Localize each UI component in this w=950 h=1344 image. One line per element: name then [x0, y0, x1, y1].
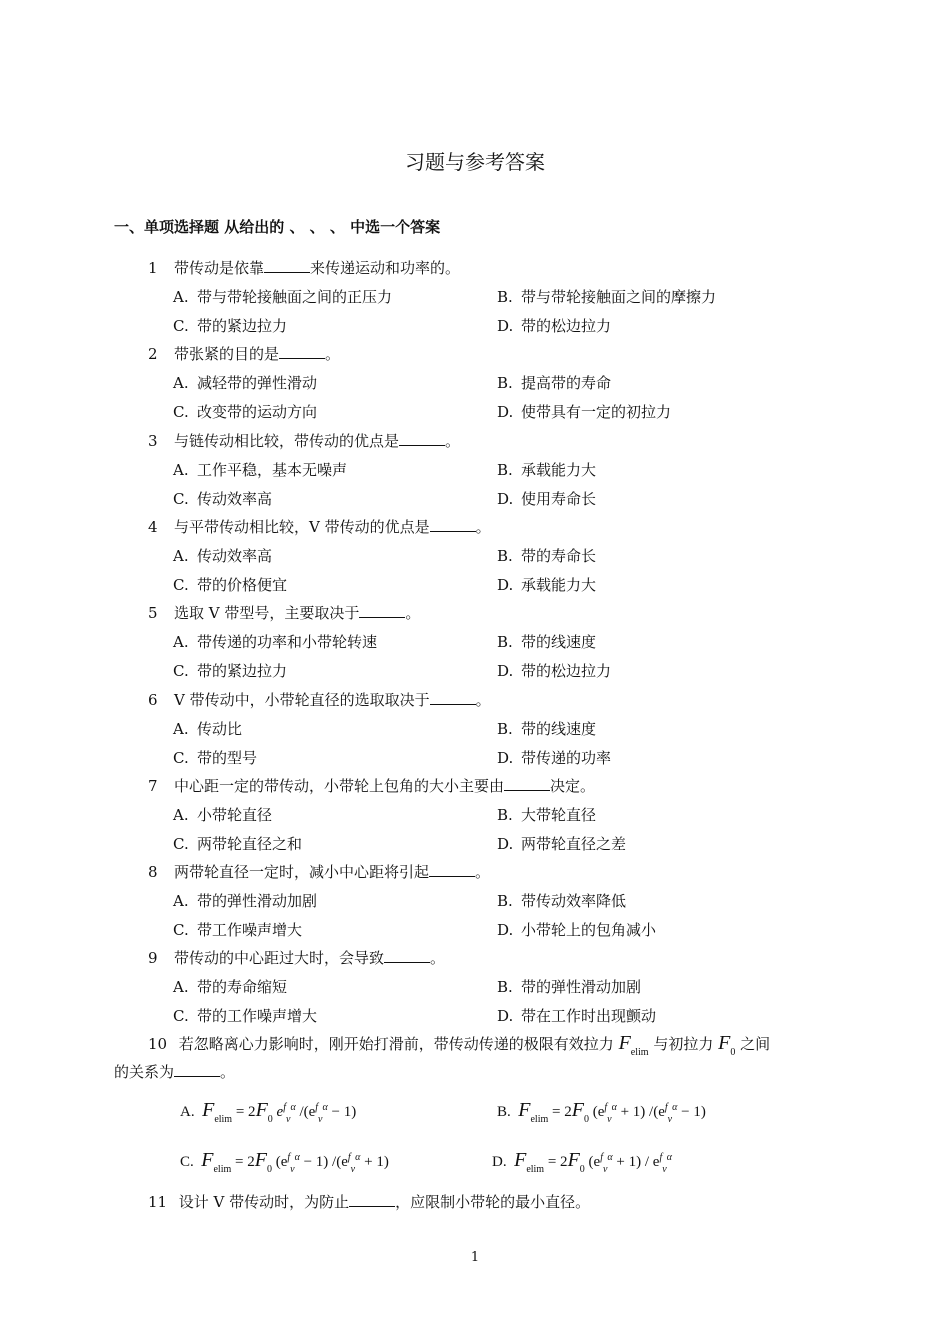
question-number: 1 [148, 259, 158, 277]
q10-line2-pre: 的关系为 [114, 1063, 175, 1081]
option-text: 使带具有一定的初拉力 [521, 403, 672, 422]
question-text-post: 。 [405, 604, 421, 623]
page-number: 1 [470, 1250, 480, 1265]
option-label: B. [497, 805, 513, 824]
option-text: 带传递的功率 [521, 748, 612, 767]
answer-blank[interactable] [430, 517, 476, 532]
q10-line2 [114, 1062, 235, 1082]
answer-option[interactable] [497, 977, 641, 997]
option-label: B. [497, 546, 513, 565]
option-text: 传动效率高 [197, 546, 273, 565]
answer-blank[interactable] [359, 603, 405, 618]
question-text-post: 。 [430, 949, 446, 968]
q10-line2-post: 。 [220, 1063, 236, 1081]
answer-blank[interactable] [399, 431, 445, 446]
answer-option[interactable] [497, 546, 596, 566]
answer-option[interactable] [497, 891, 626, 911]
option-text: 带的型号 [197, 748, 258, 767]
answer-option[interactable] [497, 1006, 656, 1026]
answer-option[interactable] [497, 460, 596, 480]
option-label: D. [497, 662, 514, 681]
option-text: 带与带轮接触面之间的摩擦力 [521, 288, 717, 306]
question-stem [148, 862, 490, 882]
answer-blank[interactable] [349, 1192, 395, 1207]
option-text: 带的线速度 [521, 633, 597, 652]
option-label: A. [173, 892, 189, 911]
option-text: 带的松边拉力 [521, 317, 612, 335]
subscript-0: 0 [730, 1047, 736, 1058]
option-text: 使用寿命长 [521, 489, 597, 508]
option-label: C. [173, 489, 189, 508]
subscript-elim: elim [630, 1047, 649, 1058]
option-label: A. [173, 546, 189, 565]
option-text: 带传动效率降低 [521, 892, 627, 911]
answer-blank[interactable] [430, 690, 476, 705]
q10-text3: 之间 [740, 1035, 771, 1053]
option-label: B. [497, 892, 513, 911]
option-text: 两带轮直径之差 [521, 834, 627, 853]
option-label: C. [173, 1007, 189, 1026]
question-text-post: 。 [475, 690, 491, 709]
question-number: 8 [148, 863, 158, 882]
answer-option[interactable] [173, 920, 302, 940]
answer-blank[interactable] [174, 1062, 220, 1077]
answer-option[interactable] [497, 316, 611, 336]
answer-option[interactable] [497, 575, 596, 595]
answer-blank[interactable] [279, 344, 325, 359]
option-label: A. [173, 719, 189, 738]
q10-text2: 与初拉力 [653, 1035, 714, 1053]
question-stem [148, 344, 340, 364]
answer-option[interactable] [173, 977, 287, 997]
option-label: C. [173, 662, 189, 681]
option-text: 小带轮直径 [197, 805, 273, 824]
option-text: 小带轮上的包角减小 [521, 921, 657, 940]
question-text-post: 来传递运动和功率的。 [310, 259, 461, 277]
answer-option[interactable] [173, 632, 377, 652]
question-text-post: 。 [475, 863, 491, 882]
option-label: D. [497, 575, 514, 594]
question-text-pre: 带张紧的目的是 [174, 345, 280, 364]
option-text: 带与带轮接触面之间的正压力 [197, 288, 393, 306]
question-stem [148, 690, 491, 710]
option-label: A. [173, 460, 189, 479]
option-label: C. [173, 834, 189, 853]
answer-option[interactable] [173, 805, 272, 825]
question-number: 4 [148, 517, 158, 536]
option-text: 提高带的寿命 [521, 374, 612, 393]
option-text: 传动效率高 [197, 489, 273, 508]
answer-option[interactable] [173, 719, 242, 739]
q10-line1 [148, 1033, 770, 1063]
answer-blank[interactable] [264, 258, 310, 273]
q10-option-d[interactable]: D. $F_{elim} = 2F_0$ $(e^f_v^\alpha + 1) / e^f_v^\alpha$ [492, 1149, 672, 1175]
answer-option[interactable] [173, 891, 317, 911]
question-text-pre: V 带传动中，小带轮直径的选取取决于 [174, 690, 430, 709]
question-number: 2 [148, 345, 158, 364]
option-label: D. [497, 748, 514, 767]
q10-option-a[interactable]: A. $F_{elim} = 2F_0$ $e^f_v^\alpha$ $/(e^f_v^\alpha - 1)$ [180, 1099, 357, 1125]
q10-option-c[interactable]: C. $F_{elim} = 2F_0$ $(e^f_v^\alpha - 1) /(e^f_v^\alpha + 1)$ [180, 1149, 389, 1175]
answer-option[interactable] [173, 460, 347, 480]
option-text: 带的工作噪声增大 [197, 1007, 318, 1026]
option-label: A. [173, 288, 189, 306]
q10-option-b[interactable]: B. $F_{elim} = 2F_0$ $(e^f_v^\alpha + 1) /(e^f_v^\alpha - 1)$ [497, 1099, 706, 1125]
option-label: D. [497, 921, 514, 940]
answer-option[interactable] [497, 489, 596, 509]
question-stem [148, 517, 491, 537]
option-label: C. [173, 575, 189, 594]
answer-option[interactable] [173, 316, 287, 336]
answer-option[interactable] [497, 661, 611, 681]
option-text: 大带轮直径 [521, 805, 597, 824]
q11-number: 11 [148, 1193, 168, 1211]
option-label: B. [497, 719, 513, 738]
option-text: 带的寿命长 [521, 546, 597, 565]
answer-option[interactable] [173, 575, 287, 595]
question-number: 6 [148, 690, 158, 709]
question-text-post: 决定。 [550, 776, 596, 795]
option-text: 带的弹性滑动加剧 [197, 892, 318, 911]
symbol-F0: F [718, 1032, 731, 1054]
option-label: B. [497, 288, 513, 306]
answer-option[interactable] [497, 373, 611, 393]
option-label: D. [497, 403, 514, 422]
answer-option[interactable] [173, 1006, 317, 1026]
option-label: D. [497, 1007, 514, 1026]
q11-pre: 设计 V 带传动时，为防止 [178, 1193, 350, 1211]
option-label: D. [497, 489, 514, 508]
option-label: C. [173, 403, 189, 422]
option-label: C. [173, 921, 189, 940]
answer-option[interactable] [173, 489, 272, 509]
answer-option[interactable] [173, 748, 257, 768]
option-text: 改变带的运动方向 [197, 403, 318, 422]
question-text-pre: 选取 V 带型号，主要取决于 [174, 604, 360, 623]
q10-text1: 若忽略离心力影响时，刚开始打滑前，带传动传递的极限有效拉力 [178, 1035, 614, 1053]
answer-option[interactable] [497, 834, 626, 854]
question-text-pre: 带传动的中心距过大时，会导致 [174, 949, 385, 968]
question-text-pre: 带传动是依靠 [174, 259, 265, 277]
answer-option[interactable] [173, 373, 317, 393]
answer-option[interactable] [497, 748, 611, 768]
answer-option[interactable] [173, 661, 287, 681]
answer-option[interactable] [497, 920, 656, 940]
question-stem [148, 603, 420, 623]
option-label: B. [497, 374, 513, 393]
q11-line [148, 1192, 590, 1212]
option-text: 带在工作时出现颤动 [521, 1007, 657, 1026]
answer-option[interactable] [173, 834, 302, 854]
question-text-pre: 与平带传动相比较，V 带传动的优点是 [174, 517, 430, 536]
answer-option[interactable] [497, 719, 596, 739]
option-text: 带的松边拉力 [521, 662, 612, 681]
option-text: 减轻带的弹性滑动 [197, 374, 318, 393]
q10-number: 10 [148, 1035, 168, 1053]
option-label: A. [173, 374, 189, 393]
symbol-F: F [618, 1032, 631, 1054]
answer-blank[interactable] [384, 948, 430, 963]
option-text: 带的寿命缩短 [197, 978, 288, 997]
option-text: 承载能力大 [521, 460, 597, 479]
option-label: C. [173, 748, 189, 767]
option-label: A. [173, 978, 189, 997]
option-text: 带传递的功率和小带轮转速 [197, 633, 378, 652]
question-text-post: 。 [475, 517, 491, 536]
answer-option[interactable] [173, 287, 392, 307]
option-text: 工作平稳，基本无噪声 [197, 460, 348, 479]
answer-blank[interactable] [504, 776, 550, 791]
answer-option[interactable] [173, 546, 272, 566]
question-number: 5 [148, 604, 158, 623]
option-label: A. [173, 805, 189, 824]
answer-option[interactable] [497, 632, 596, 652]
question-stem [148, 776, 595, 796]
page-title: 习题与参考答案 [405, 150, 545, 174]
option-label: D. [497, 317, 514, 335]
q11-post: ，应限制小带轮的最小直径。 [395, 1193, 591, 1211]
question-number: 7 [148, 776, 158, 795]
answer-blank[interactable] [429, 862, 475, 877]
answer-option[interactable] [497, 805, 596, 825]
option-label: A. [173, 633, 189, 652]
option-text: 两带轮直径之和 [197, 834, 303, 853]
answer-option[interactable] [497, 402, 671, 422]
question-text-pre: 与链传动相比较，带传动的优点是 [174, 431, 400, 450]
section-heading: 一、单项选择题 从给出的 、 、 、 中选一个答案 [114, 218, 441, 236]
question-text-pre: 中心距一定的带传动，小带轮上包角的大小主要由 [174, 776, 505, 795]
question-stem [148, 948, 445, 968]
question-stem [148, 258, 460, 278]
option-label: B. [497, 978, 513, 997]
answer-option[interactable] [173, 402, 317, 422]
question-text-post: 。 [445, 431, 461, 450]
question-number: 9 [148, 949, 158, 968]
option-text: 承载能力大 [521, 575, 597, 594]
option-text: 带的线速度 [521, 719, 597, 738]
question-text-post: 。 [325, 345, 341, 364]
question-number: 3 [148, 431, 158, 450]
option-text: 带的弹性滑动加剧 [521, 978, 642, 997]
option-text: 传动比 [197, 719, 243, 738]
answer-option[interactable] [497, 287, 716, 307]
option-text: 带的紧边拉力 [197, 662, 288, 681]
question-text-pre: 两带轮直径一定时，减小中心距将引起 [174, 863, 430, 882]
option-text: 带工作噪声增大 [197, 921, 303, 940]
option-label: D. [497, 834, 514, 853]
option-text: 带的紧边拉力 [197, 317, 288, 335]
option-label: C. [173, 317, 189, 335]
question-stem [148, 431, 460, 451]
option-label: B. [497, 633, 513, 652]
option-label: B. [497, 460, 513, 479]
option-text: 带的价格便宜 [197, 575, 288, 594]
